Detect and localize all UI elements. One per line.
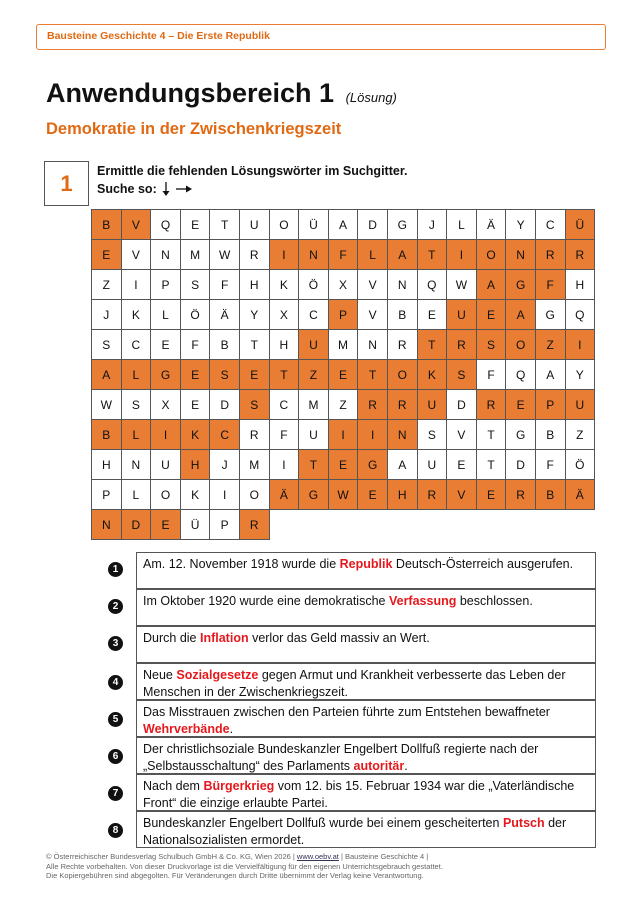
grid-cell: C	[122, 330, 152, 360]
grid-cell: H	[240, 270, 270, 300]
grid-cell: B	[388, 300, 418, 330]
grid-cell: R	[506, 480, 536, 510]
grid-cell: G	[388, 210, 418, 240]
grid-cell: O	[506, 330, 536, 360]
arrow-right-icon	[175, 184, 193, 194]
grid-cell: C	[270, 390, 300, 420]
grid-cell: A	[92, 360, 122, 390]
answer-number-badge: 3	[108, 636, 123, 651]
grid-cell: R	[418, 480, 448, 510]
grid-cell: Ü	[299, 210, 329, 240]
grid-cell: X	[270, 300, 300, 330]
grid-cell: E	[151, 330, 181, 360]
answer-sentence: Das Misstrauen zwischen den Parteien führte zum Entstehen bewaffneter Wehrverbände.	[136, 700, 596, 737]
grid-cell: J	[92, 300, 122, 330]
grid-cell: K	[181, 480, 211, 510]
grid-cell: R	[240, 510, 270, 540]
series-header	[36, 24, 606, 50]
grid-cell: V	[122, 210, 152, 240]
grid-cell: O	[270, 210, 300, 240]
grid-cell: T	[418, 330, 448, 360]
grid-cell: T	[270, 360, 300, 390]
grid-cell: W	[329, 480, 359, 510]
grid-cell: Q	[151, 210, 181, 240]
grid-cell: L	[122, 480, 152, 510]
grid-cell: U	[418, 390, 448, 420]
grid-cell: B	[210, 330, 240, 360]
answer-keyword: Wehrverbände	[143, 722, 230, 736]
grid-cell: U	[447, 300, 477, 330]
grid-cell: V	[122, 240, 152, 270]
answer-number-badge: 8	[108, 823, 123, 838]
grid-cell: M	[240, 450, 270, 480]
grid-cell: H	[181, 450, 211, 480]
grid-cell: I	[358, 420, 388, 450]
grid-cell: K	[181, 420, 211, 450]
grid-cell: H	[270, 330, 300, 360]
grid-cell: F	[536, 450, 566, 480]
grid-cell: G	[358, 450, 388, 480]
answer-keyword: autoritär	[353, 759, 405, 773]
grid-cell: W	[210, 240, 240, 270]
grid-cell: P	[151, 270, 181, 300]
grid-cell: E	[418, 300, 448, 330]
grid-cell: V	[358, 300, 388, 330]
grid-cell: A	[329, 210, 359, 240]
footer-line-1: © Österreichischer Bundesverlag Schulbuch GmbH & Co. KG, Wien 2026 | www.oebv.at | Bausteine Geschichte 4 |	[46, 852, 429, 861]
grid-cell: N	[388, 420, 418, 450]
answer-sentence: Der christlichsoziale Bundeskanzler Engelbert Dollfuß regierte nach der „Selbstausschaltung“ des Parlaments autoritär.	[136, 737, 596, 774]
grid-cell: L	[122, 360, 152, 390]
grid-cell: T	[299, 450, 329, 480]
grid-cell: D	[122, 510, 152, 540]
grid-cell: R	[358, 390, 388, 420]
grid-cell: R	[566, 240, 596, 270]
grid-cell: R	[536, 240, 566, 270]
grid-cell: K	[122, 300, 152, 330]
grid-cell: J	[418, 210, 448, 240]
grid-cell: I	[270, 240, 300, 270]
grid-cell: Y	[506, 210, 536, 240]
grid-cell: I	[210, 480, 240, 510]
arrow-down-icon	[161, 181, 171, 197]
grid-cell: J	[210, 450, 240, 480]
footer-line-3: Die Kopiergebühren sind abgegolten. Für Veränderungen durch Dritte übernimmt der Verlag keine Verantwortung.	[46, 871, 424, 880]
grid-cell: A	[388, 450, 418, 480]
answer-number-badge: 4	[108, 675, 123, 690]
grid-cell: I	[151, 420, 181, 450]
grid-cell: S	[477, 330, 507, 360]
grid-cell: T	[477, 420, 507, 450]
grid-cell: P	[92, 480, 122, 510]
grid-cell: B	[92, 210, 122, 240]
grid-cell: T	[477, 450, 507, 480]
grid-cell: P	[329, 300, 359, 330]
grid-cell: V	[447, 420, 477, 450]
grid-cell: O	[388, 360, 418, 390]
grid-cell: Q	[566, 300, 596, 330]
grid-cell: T	[358, 360, 388, 390]
answer-number-badge: 1	[108, 562, 123, 577]
grid-cell: K	[418, 360, 448, 390]
grid-cell: G	[506, 420, 536, 450]
grid-cell: Ä	[270, 480, 300, 510]
page-title-note: (Lösung)	[345, 90, 397, 105]
grid-cell: U	[299, 330, 329, 360]
grid-cell: B	[92, 420, 122, 450]
grid-cell: E	[151, 510, 181, 540]
grid-cell: E	[329, 360, 359, 390]
grid-cell: V	[358, 270, 388, 300]
grid-cell: Z	[329, 390, 359, 420]
grid-cell: Ö	[181, 300, 211, 330]
publisher-link[interactable]: www.oebv.at	[296, 852, 339, 861]
grid-cell: D	[447, 390, 477, 420]
grid-cell: A	[506, 300, 536, 330]
grid-cell: G	[506, 270, 536, 300]
answer-number-badge: 2	[108, 599, 123, 614]
grid-cell: G	[299, 480, 329, 510]
grid-cell: Y	[240, 300, 270, 330]
grid-cell: Ü	[566, 210, 596, 240]
grid-cell: A	[477, 270, 507, 300]
grid-cell: U	[151, 450, 181, 480]
grid-cell: C	[536, 210, 566, 240]
grid-cell: B	[536, 420, 566, 450]
grid-cell: R	[240, 240, 270, 270]
grid-cell: U	[240, 210, 270, 240]
grid-cell: K	[270, 270, 300, 300]
grid-cell: Q	[506, 360, 536, 390]
grid-cell: O	[151, 480, 181, 510]
grid-cell: H	[388, 480, 418, 510]
grid-cell: U	[566, 390, 596, 420]
series-title: Bausteine Geschichte 4 – Die Erste Republik	[47, 30, 270, 42]
grid-cell: R	[388, 330, 418, 360]
grid-cell: Ö	[299, 270, 329, 300]
grid-cell: R	[240, 420, 270, 450]
grid-cell: G	[536, 300, 566, 330]
answer-number-badge: 5	[108, 712, 123, 727]
grid-cell: N	[358, 330, 388, 360]
grid-cell: E	[181, 210, 211, 240]
grid-cell: R	[447, 330, 477, 360]
grid-cell: U	[299, 420, 329, 450]
grid-cell: F	[477, 360, 507, 390]
grid-cell: Ö	[566, 450, 596, 480]
grid-cell: E	[447, 450, 477, 480]
grid-cell: S	[181, 270, 211, 300]
grid-cell: R	[477, 390, 507, 420]
task-search-hint: Suche so:	[97, 182, 157, 196]
grid-cell: R	[388, 390, 418, 420]
answer-sentence: Im Oktober 1920 wurde eine demokratische Verfassung beschlossen.	[136, 589, 596, 626]
grid-cell: N	[122, 450, 152, 480]
grid-cell: T	[210, 210, 240, 240]
footer-line-2: Alle Rechte vorbehalten. Von dieser Druckvorlage ist die Vervielfältigung für den eigenen Unterrichtsgebrauch gestattet.	[46, 861, 443, 871]
grid-cell: E	[92, 240, 122, 270]
grid-cell: Ä	[566, 480, 596, 510]
grid-cell: L	[447, 210, 477, 240]
grid-cell: T	[240, 330, 270, 360]
answer-sentence: Am. 12. November 1918 wurde die Republik Deutsch-Österreich ausgerufen.	[136, 552, 596, 589]
grid-cell: S	[240, 390, 270, 420]
grid-cell: E	[181, 390, 211, 420]
grid-cell: P	[210, 510, 240, 540]
grid-cell: M	[299, 390, 329, 420]
grid-cell: L	[358, 240, 388, 270]
grid-cell: M	[181, 240, 211, 270]
answer-sentence: Nach dem Bürgerkrieg vom 12. bis 15. Februar 1934 war die „Vaterländische Front“ die einzige erlaubte Partei.	[136, 774, 596, 811]
grid-cell: P	[536, 390, 566, 420]
grid-cell: F	[536, 270, 566, 300]
grid-cell: S	[447, 360, 477, 390]
grid-cell: D	[506, 450, 536, 480]
page-title-text: Anwendungsbereich 1	[46, 78, 335, 108]
grid-cell: S	[418, 420, 448, 450]
answer-keyword: Republik	[339, 557, 393, 571]
grid-cell: I	[270, 450, 300, 480]
grid-cell: B	[536, 480, 566, 510]
grid-cell: E	[358, 480, 388, 510]
task-number-badge: 1	[44, 161, 89, 206]
grid-cell: F	[329, 240, 359, 270]
grid-cell: N	[151, 240, 181, 270]
answer-sentence: Durch die Inflation verlor das Geld massiv an Wert.	[136, 626, 596, 663]
grid-cell: Y	[566, 360, 596, 390]
task-instruction: Ermittle die fehlenden Lösungswörter im Suchgitter.	[97, 164, 408, 178]
grid-cell: M	[329, 330, 359, 360]
grid-cell: Q	[418, 270, 448, 300]
grid-cell: E	[506, 390, 536, 420]
answer-sentence: Bundeskanzler Engelbert Dollfuß wurde bei einem gescheiterten Putsch der Nationalsozialisten ermordet.	[136, 811, 596, 848]
page-subtitle: Demokratie in der Zwischenkriegszeit	[46, 120, 342, 138]
grid-cell: F	[210, 270, 240, 300]
grid-cell: C	[210, 420, 240, 450]
grid-cell: N	[506, 240, 536, 270]
grid-cell: T	[418, 240, 448, 270]
grid-cell: E	[329, 450, 359, 480]
grid-cell: Z	[299, 360, 329, 390]
grid-cell: F	[181, 330, 211, 360]
grid-cell: O	[240, 480, 270, 510]
grid-cell: G	[151, 360, 181, 390]
grid-cell: V	[447, 480, 477, 510]
grid-cell: S	[210, 360, 240, 390]
grid-cell: N	[299, 240, 329, 270]
grid-cell: Z	[566, 420, 596, 450]
grid-cell: Ä	[477, 210, 507, 240]
grid-cell: D	[358, 210, 388, 240]
grid-cell: D	[210, 390, 240, 420]
answer-keyword: Sozialgesetze	[176, 668, 259, 682]
grid-cell: Ü	[181, 510, 211, 540]
grid-cell: E	[477, 480, 507, 510]
grid-cell: X	[151, 390, 181, 420]
task-search-hint-row	[97, 181, 193, 197]
answer-number-badge: 6	[108, 749, 123, 764]
answer-keyword: Inflation	[199, 631, 249, 645]
answer-keyword: Putsch	[502, 816, 545, 830]
word-search-grid	[91, 209, 595, 540]
grid-cell: X	[329, 270, 359, 300]
grid-cell: I	[447, 240, 477, 270]
grid-cell: S	[92, 330, 122, 360]
grid-cell: A	[388, 240, 418, 270]
grid-cell: O	[477, 240, 507, 270]
copyright-footer	[46, 852, 443, 881]
grid-cell: N	[92, 510, 122, 540]
grid-cell: S	[122, 390, 152, 420]
grid-cell: L	[151, 300, 181, 330]
grid-cell: F	[270, 420, 300, 450]
grid-cell: W	[92, 390, 122, 420]
answer-number-badge: 7	[108, 786, 123, 801]
page-title	[46, 78, 397, 109]
grid-cell: W	[447, 270, 477, 300]
grid-cell: C	[299, 300, 329, 330]
grid-cell: E	[181, 360, 211, 390]
grid-cell: N	[388, 270, 418, 300]
grid-cell: I	[122, 270, 152, 300]
grid-cell: I	[329, 420, 359, 450]
answer-keyword: Verfassung	[388, 594, 457, 608]
grid-cell: I	[566, 330, 596, 360]
grid-cell: L	[122, 420, 152, 450]
answer-sentence: Neue Sozialgesetze gegen Armut und Krankheit verbesserte das Leben der Menschen in der Zwischenkriegszeit.	[136, 663, 596, 700]
grid-cell: Z	[536, 330, 566, 360]
grid-cell: A	[536, 360, 566, 390]
grid-cell: H	[566, 270, 596, 300]
grid-cell: E	[240, 360, 270, 390]
grid-cell: Ä	[210, 300, 240, 330]
grid-cell: Z	[92, 270, 122, 300]
grid-cell: E	[477, 300, 507, 330]
grid-cell: H	[92, 450, 122, 480]
answer-keyword: Bürgerkrieg	[203, 779, 275, 793]
grid-cell: U	[418, 450, 448, 480]
